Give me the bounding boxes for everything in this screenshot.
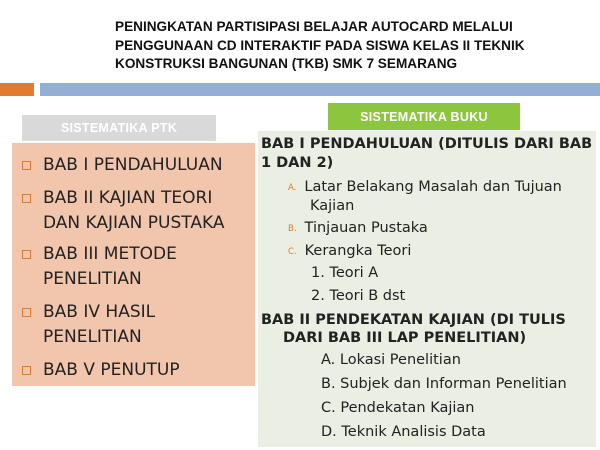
buku-header: SISTEMATIKA BUKU: [328, 103, 520, 130]
ptk-panel: [12, 143, 255, 386]
ptk-item-text: BAB IV HASIL: [43, 302, 156, 322]
bab1-item-cont: Kajian: [310, 198, 355, 214]
bab2-heading: BAB II PENDEKATAN KAJIAN (DI TULIS: [261, 312, 566, 328]
title-line: PENINGKATAN PARTISIPASI BELAJAR AUTOCARD MELALUI: [115, 19, 513, 34]
bab2-item: C. Pendekatan Kajian: [321, 400, 475, 416]
ptk-item-text: BAB II KAJIAN TEORI: [43, 188, 213, 208]
ptk-item-text: BAB V PENUTUP: [43, 360, 180, 380]
title-line: PENGGUNAAN CD INTERAKTIF PADA SISWA KELAS II TEKNIK: [115, 37, 525, 53]
bab2-item: A. Lokasi Penelitian: [321, 352, 461, 368]
bab1-heading: BAB I PENDAHULUAN (DITULIS DARI BAB: [261, 136, 593, 152]
ptk-item-text: BAB III METODE: [43, 244, 177, 264]
ptk-item: [12, 242, 253, 292]
title-line: KONSTRUKSI BANGUNAN (TKB) SMK 7 SEMARANG: [115, 56, 458, 71]
bab1-item: A. Latar Belakang Masalah dan Tujuan: [288, 179, 562, 195]
bab2-item: B. Subjek dan Informan Penelitian: [321, 376, 567, 392]
buku-panel: [258, 131, 596, 447]
ptk-item-text: DAN KAJIAN PUSTAKA: [43, 213, 225, 233]
bab1-item: B. Tinjauan Pustaka: [288, 220, 428, 236]
ptk-item: [12, 300, 253, 350]
square-bullet-icon: [22, 308, 31, 317]
ptk-item-text: PENELITIAN: [43, 269, 142, 289]
square-bullet-icon: [22, 366, 31, 375]
square-bullet-icon: [22, 161, 31, 170]
ptk-item-text: BAB I PENDAHULUAN: [43, 155, 223, 175]
bab1-heading-cont: 1 DAN 2): [261, 155, 334, 171]
square-bullet-icon: [22, 194, 31, 203]
teori-item: 1. Teori A: [311, 265, 379, 281]
ptk-item: [12, 186, 253, 236]
accent-bar-blue: [40, 83, 600, 96]
ptk-item: [12, 358, 253, 383]
ptk-item-text: PENELITIAN: [43, 327, 142, 347]
bab2-item: D. Teknik Analisis Data: [321, 424, 486, 440]
ptk-item: [12, 153, 253, 178]
slide-title: [115, 18, 585, 74]
ptk-header: SISTEMATIKA PTK: [22, 115, 216, 141]
teori-item: 2. Teori B dst: [311, 288, 406, 304]
accent-bar-orange: [0, 83, 34, 96]
bab2-heading-cont: DARI BAB III LAP PENELITIAN): [283, 330, 527, 346]
bab1-item: C. Kerangka Teori: [288, 243, 412, 259]
square-bullet-icon: [22, 250, 31, 259]
